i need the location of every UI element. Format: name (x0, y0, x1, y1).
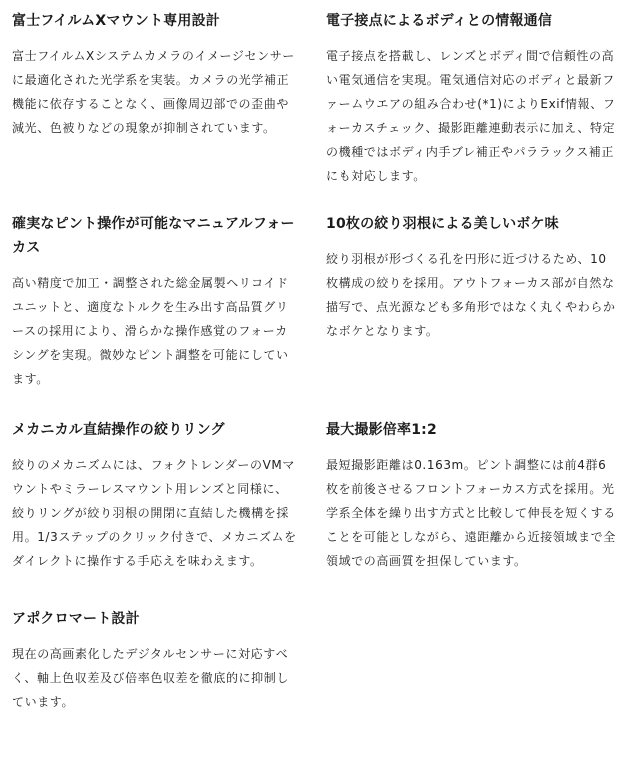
section-body: 現在の高画素化したデジタルセンサーに対応すべく、軸上色収差及び倍率色収差を徹底的に抑制しています。 (12, 647, 289, 709)
section-body: 絞り羽根が形づくる孔を円形に近づけるため、10枚構成の絞りを採用。アウトフォーカス部が自然な描写で、点光源なども多角形ではなく丸くやわらかなボケとなります。 (326, 252, 616, 338)
section-manual-focus (12, 212, 297, 391)
section-body: 最短撮影距離は0.163m。ピント調整には前4群6枚を前後させるフロントフォーカス方式を採用。光学系全体を繰り出す方式と比較して伸長を短くすることを可能としながら、遠距離から近接領域まで全領域での高画質を担保しています。 (326, 458, 616, 568)
section-title: 最大撮影倍率1:2 (326, 422, 437, 438)
section-max-magnification (326, 418, 616, 573)
section-electronic-contacts (326, 9, 616, 188)
section-body: 高い精度で加工・調整された総金属製ヘリコイドユニットと、適度なトルクを生み出す高品質グリースの採用により、滑らかな操作感覚のフォーカシングを実現。微妙なピント調整を可能にしています。 (12, 276, 289, 386)
section-aperture-ring (12, 418, 297, 573)
section-title: 確実なピント操作が可能なマニュアルフォーカス (12, 216, 295, 256)
section-title: アポクロマート設計 (12, 611, 140, 627)
section-aperture-blades (326, 212, 616, 343)
section-xmount (12, 9, 297, 140)
section-title: 富士フイルムXマウント専用設計 (12, 13, 220, 29)
section-body: 絞りのメカニズムには、フォクトレンダーのVMマウントやミラーレスマウント用レンズと同様に、絞りリングが絞り羽根の開閉に直結した機構を採用。1/3ステップのクリック付きで、メカニズムをダイレクトに操作する手応えを味わえます。 (12, 458, 297, 568)
section-title: メカニカル直結操作の絞りリング (12, 422, 225, 438)
section-title: 電子接点によるボディとの情報通信 (326, 13, 553, 29)
section-apochromat (12, 607, 297, 714)
section-title: 10枚の絞り羽根による美しいボケ味 (326, 216, 559, 232)
section-body: 電子接点を搭載し、レンズとボディ間で信頼性の高い電気通信を実現。電気通信対応のボディと最新ファームウエアの組み合わせ(*1)によりExif情報、フォーカスチェック、撮影距離連動表示に加え、特定の機種ではボディ内手ブレ補正やパララックス補正にも対応します。 (326, 49, 616, 183)
section-body: 富士フイルムXシステムカメラのイメージセンサーに最適化された光学系を実装。カメラの光学補正機能に依存することなく、画像周辺部での歪曲や減光、色被りなどの現象が抑制されています。 (12, 49, 295, 135)
